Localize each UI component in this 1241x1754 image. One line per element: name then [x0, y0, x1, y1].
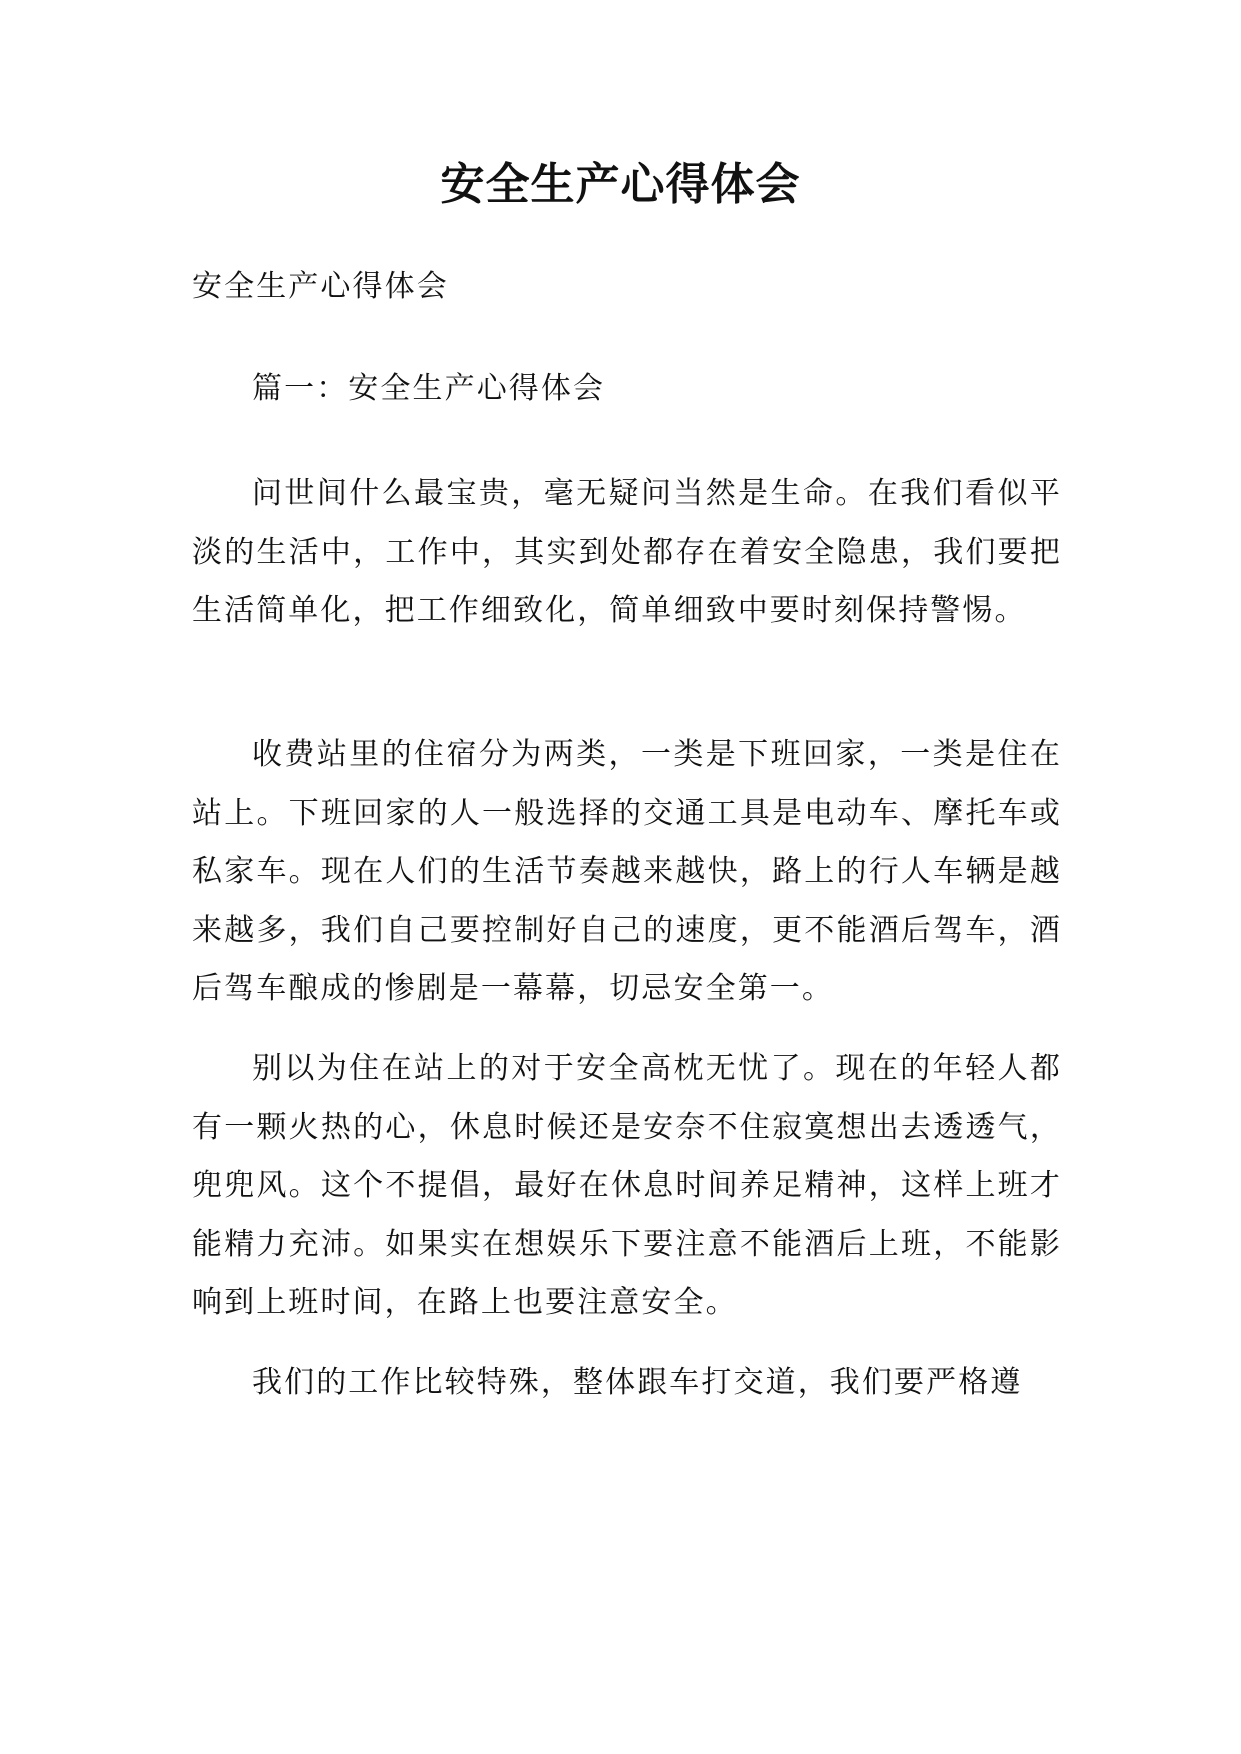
section-heading: 篇一：安全生产心得体会 — [252, 371, 606, 406]
paragraph-2: 收费站里的住宿分为两类，一类是下班回家，一类是住在站上。下班回家的人一般选择的交通工具是电动车、摩托车或私家车。现在人们的生活节奏越来越快，路上的行人车辆是越来越多，我们自己要控制好自己的速度，更不能酒后驾车，酒后驾车酿成的惨剧是一幕幕，切忌安全第一。 — [192, 737, 1062, 1006]
paragraph-1: 问世间什么最宝贵，毫无疑问当然是生命。在我们看似平淡的生活中，工作中，其实到处都存在着安全隐患，我们要把生活简单化，把工作细致化，简单细致中要时刻保持警惕。 — [192, 476, 1062, 628]
paragraph-3: 别以为住在站上的对于安全高枕无忧了。现在的年轻人都有一颗火热的心，休息时候还是安奈不住寂寞想出去透透气，兜兜风。这个不提倡，最好在休息时间养足精神，这样上班才能精力充沛。如果实在想娱乐下要注意不能酒后上班，不能影响到上班时间，在路上也要注意安全。 — [192, 1051, 1062, 1320]
document-title: 安全生产心得体会 — [440, 159, 801, 210]
document-subtitle: 安全生产心得体会 — [192, 269, 449, 304]
paragraph-4: 我们的工作比较特殊，整体跟车打交道，我们要严格遵 — [252, 1365, 1023, 1400]
